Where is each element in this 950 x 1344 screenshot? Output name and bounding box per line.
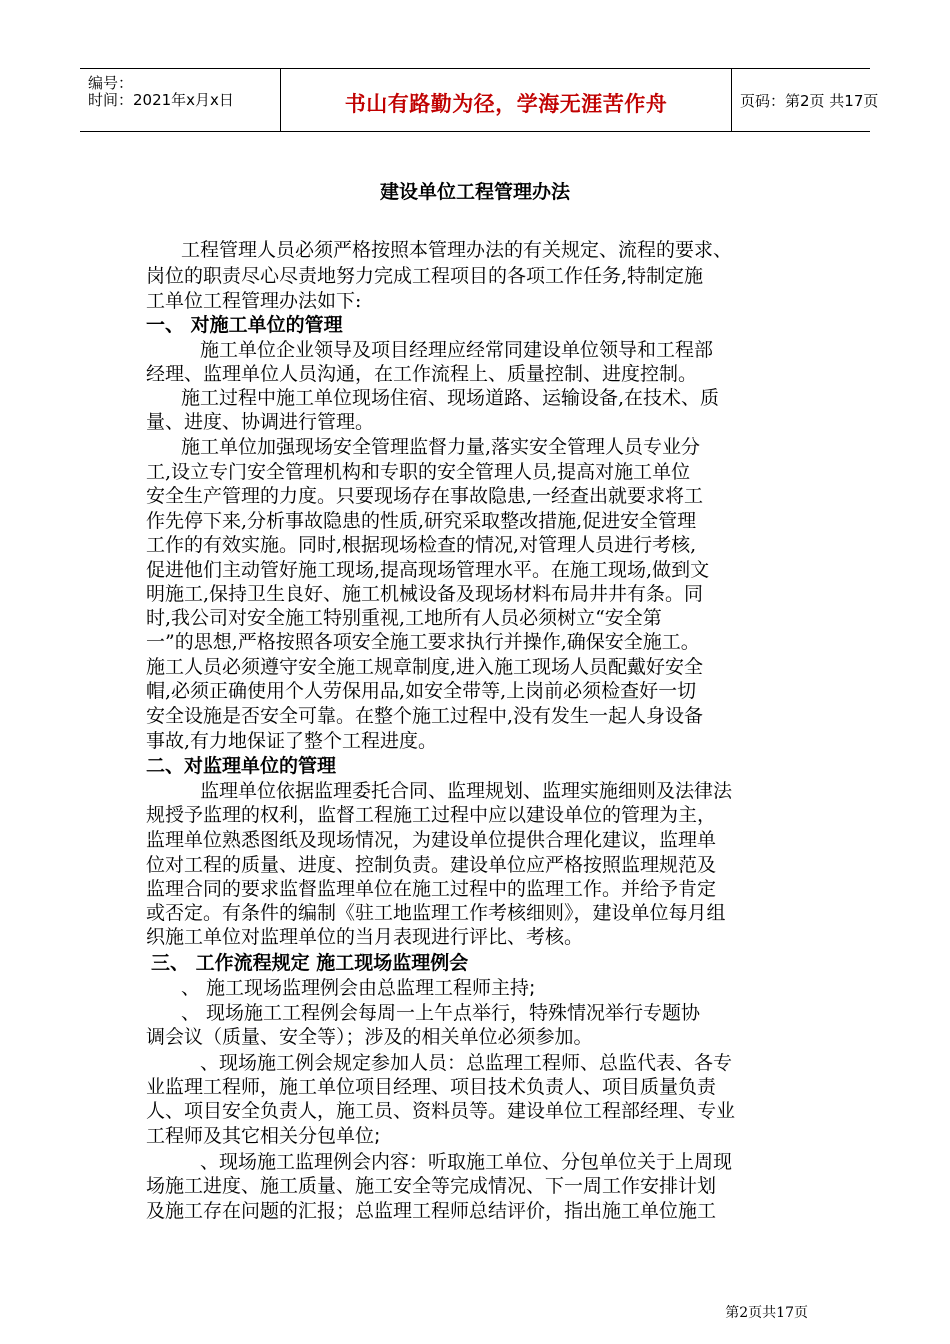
body-line: 或否定。有条件的编制《驻工地监理工作考核细则》，建设单位每月组 — [146, 902, 726, 924]
body-line: 工程管理人员必须严格按照本管理办法的有关规定、流程的要求、 — [181, 239, 733, 261]
body-line: 帽,必须正确使用个人劳保用品,如安全带等,上岗前必须检查好一切 — [146, 680, 697, 702]
body-line: 施工单位加强现场安全管理监督力量,落实安全管理人员专业分 — [181, 436, 701, 458]
body-line: 、现场施工监理例会内容：听取施工单位、分包单位关于上周现 — [200, 1151, 733, 1173]
document-title: 建设单位工程管理办法 — [379, 181, 570, 203]
header-page-code: 页码：第2页 共17页 — [740, 92, 879, 110]
header-page-cell — [730, 69, 879, 131]
header-motto: 书山有路勤为径，学海无涯苦作舟 — [344, 92, 668, 116]
body-line: 量、进度、协调进行管理。 — [146, 411, 375, 433]
body-line: 调会议（质量、安全等）；涉及的相关单位必须参加。 — [146, 1026, 593, 1048]
body-line: 安全设施是否安全可靠。在整个施工过程中,没有发生一起人身设备 — [146, 705, 704, 727]
body-line: 织施工单位对监理单位的当月表现进行评比、考核。 — [146, 926, 584, 948]
body-line: 位对工程的质量、进度、控制负责。建设单位应严格按照监理规范及 — [146, 854, 717, 876]
body-line: 监理单位熟悉图纸及现场情况，为建设单位提供合理化建议，监理单 — [146, 829, 717, 851]
body-line: 场施工进度、施工质量、施工安全等完成情况、下一周工作安排计划 — [146, 1175, 717, 1197]
body-line: 工,设立专门安全管理机构和专职的安全管理人员,提高对施工单位 — [146, 461, 691, 483]
document-header — [80, 68, 879, 132]
body-line: 规授予监理的权利，监督工程施工过程中应以建设单位的管理为主， — [146, 804, 717, 826]
section-heading: 一、 对施工单位的管理 — [146, 314, 343, 336]
body-line: 作先停下来,分析事故隐患的性质,研究采取整改措施,促进安全管理 — [146, 510, 697, 532]
body-line: 岗位的职责尽心尽责地努力完成工程项目的各项工作任务,特制定施 — [146, 265, 704, 287]
body-line: 工作的有效实施。同时,根据现场检查的情况,对管理人员进行考核, — [146, 534, 697, 556]
body-line: 经理、监理单位人员沟通，在工作流程上、质量控制、进度控制。 — [146, 363, 698, 385]
body-line: 明施工,保持卫生良好、施工机械设备及现场材料布局井井有条。同 — [146, 583, 704, 605]
body-line: 促进他们主动管好施工现场,提高现场管理水平。在施工现场,做到文 — [146, 559, 710, 581]
document-number-label: 编号： — [88, 74, 134, 92]
document-date-label: 时间：2021年x月x日 — [88, 91, 234, 109]
body-line: 监理合同的要求监督监理单位在施工过程中的监理工作。并给予肯定 — [146, 878, 717, 900]
body-line: 、 施工现场监理例会由总监理工程师主持; — [181, 977, 536, 999]
section-heading: 三、 工作流程规定 施工现场监理例会 — [151, 952, 469, 974]
body-line: 、现场施工例会规定参加人员：总监理工程师、总监代表、各专 — [200, 1052, 733, 1074]
body-line: 人、项目安全负责人，施工员、资料员等。建设单位工程部经理、专业 — [146, 1100, 736, 1122]
body-line: 事故,有力地保证了整个工程进度。 — [146, 730, 438, 752]
body-line: 工程师及其它相关分包单位; — [146, 1125, 381, 1147]
body-line: 一”的思想,严格按照各项安全施工要求执行并操作,确保安全施工。 — [146, 631, 700, 653]
body-line: 工单位工程管理办法如下: — [146, 290, 362, 312]
body-line: 及施工存在问题的汇报；总监理工程师总结评价，指出施工单位施工 — [146, 1200, 717, 1222]
body-line: 施工单位企业领导及项目经理应经常同建设单位领导和工程部 — [200, 339, 714, 361]
header-motto-cell — [280, 69, 732, 131]
body-line: 安全生产管理的力度。只要现场存在事故隐患,一经查出就要求将工 — [146, 485, 704, 507]
section-heading: 二、对监理单位的管理 — [146, 755, 337, 777]
body-line: 业监理工程师，施工单位项目经理、项目技术负责人、项目质量负责 — [146, 1076, 717, 1098]
body-line: 时,我公司对安全施工特别重视,工地所有人员必须树立“安全第 — [146, 607, 662, 629]
body-line: 、 现场施工工程例会每周一上午点举行，特殊情况举行专题协 — [181, 1002, 701, 1024]
body-line: 施工人员必须遵守安全施工规章制度,进入施工现场人员配戴好安全 — [146, 656, 704, 678]
page-footer: 第2页共17页 — [725, 1305, 808, 1321]
body-line: 施工过程中施工单位现场住宿、现场道路、运输设备,在技术、质 — [181, 387, 720, 409]
header-meta-cell — [80, 69, 280, 131]
body-line: 监理单位依据监理委托合同、监理规划、监理实施细则及法律法 — [200, 780, 733, 802]
